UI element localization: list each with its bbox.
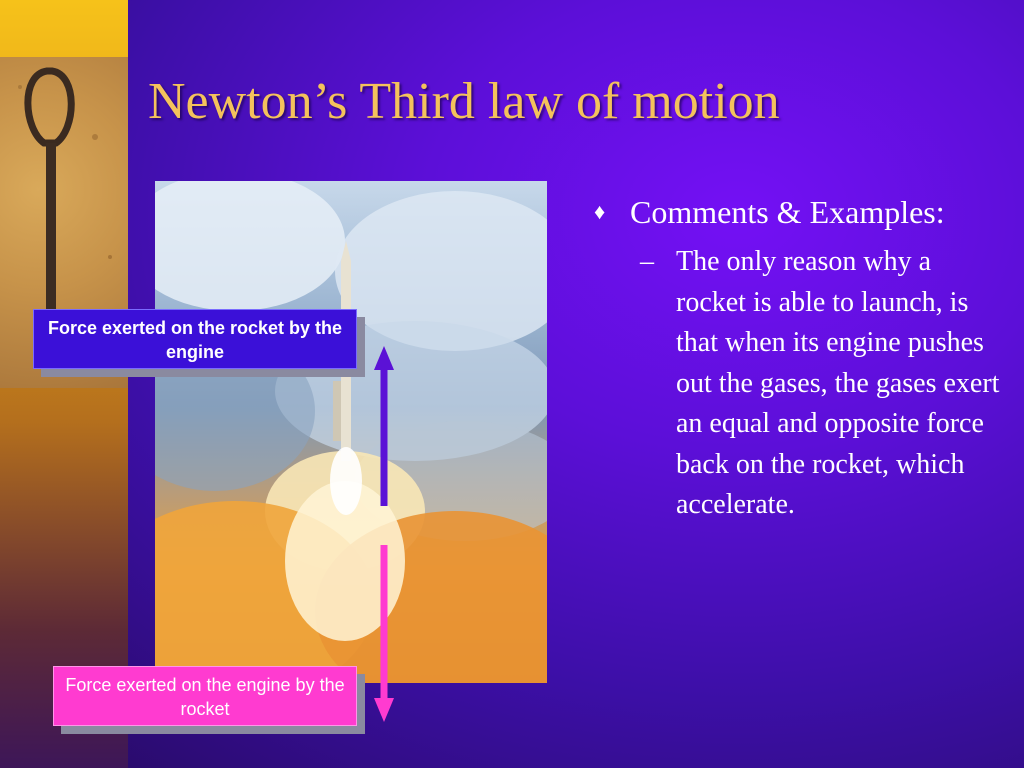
dash-bullet-icon: – [640,246,654,277]
force-on-rocket-label: Force exerted on the rocket by the engine [33,309,357,369]
force-on-engine-label: Force exerted on the engine by the rocket [53,666,357,726]
bullet-item [594,192,1004,232]
bullet-list [594,192,1004,526]
slide-title: Newton’s Third law of motion [148,73,780,130]
bullet-text: Comments & Examples: [630,194,945,230]
arrow-down [374,545,394,722]
arrow-up [374,346,394,506]
sub-bullet-text: The only reason why a rocket is able to launch, is that when its engine pushes out the gases, the gases exert an equal and opposite force back on the rocket, which accelerate. [676,246,1000,520]
diamond-bullet-icon: ♦ [594,199,606,224]
sub-bullet-item [594,242,1004,526]
